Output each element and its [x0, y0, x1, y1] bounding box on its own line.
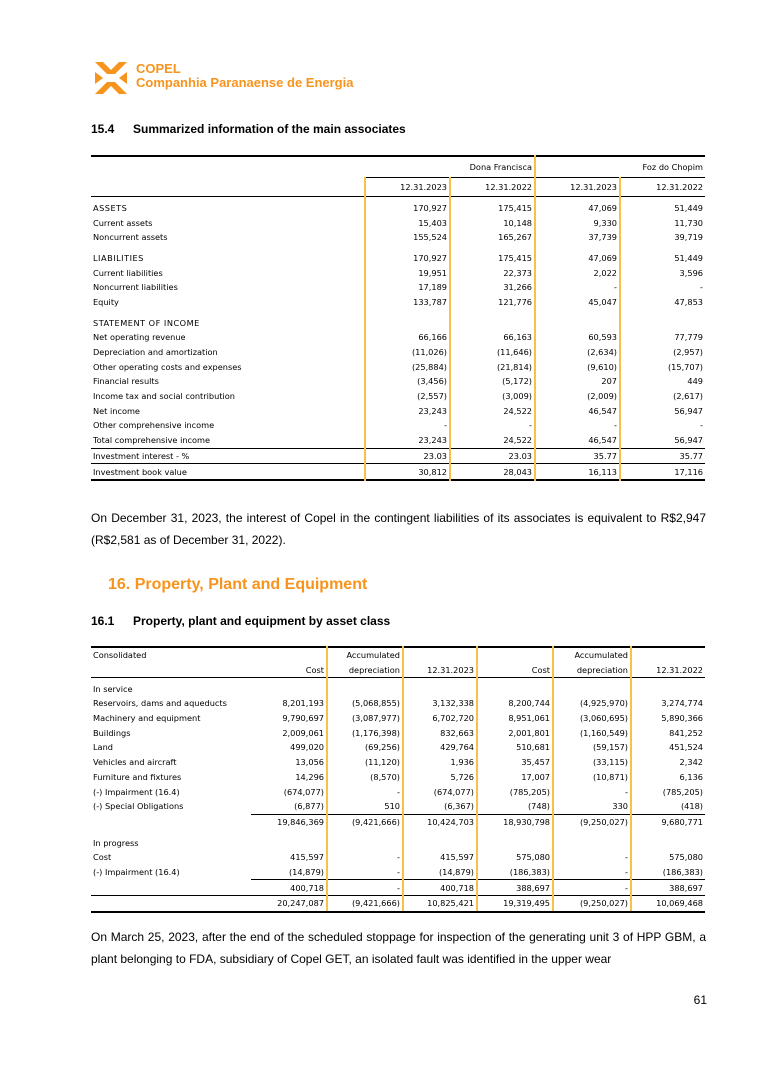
table-row — [91, 345, 705, 360]
cell-value: 77,779 — [674, 332, 703, 343]
row-label: Cost — [93, 852, 112, 863]
col-header-top: Accumulated — [327, 647, 403, 663]
cell-value: 66,163 — [450, 330, 535, 345]
cell-value: 575,080 — [631, 850, 705, 865]
table-row — [91, 280, 705, 295]
cell-value: 56,947 — [674, 405, 703, 416]
cell-value: 19,951 — [365, 265, 450, 280]
cell-value: 35.77 — [620, 448, 705, 464]
cell-value: (3,009) — [450, 389, 535, 404]
table-row — [91, 251, 705, 266]
table-row — [91, 196, 705, 215]
cell-value: - — [327, 880, 403, 896]
cell-value: 37,739 — [535, 230, 620, 245]
cell-value: 14,296 — [295, 771, 324, 782]
cell-value — [553, 678, 631, 696]
cell-value: 9,330 — [535, 215, 620, 230]
table-row — [91, 865, 705, 880]
cell-value: 13,056 — [295, 757, 324, 768]
cell-value: 9,790,697 — [282, 713, 324, 724]
cell-value: 6,702,720 — [403, 711, 477, 726]
cell-value: (10,871) — [553, 770, 631, 785]
cell-value: 170,927 — [365, 196, 450, 215]
cell-value: 10,069,468 — [631, 896, 705, 912]
cell-value: - — [700, 282, 703, 293]
row-label: Net operating revenue — [93, 332, 186, 343]
table-row — [91, 678, 705, 696]
cell-value: 28,043 — [450, 464, 535, 480]
cell-value: - — [365, 418, 450, 433]
row-label: Financial results — [93, 376, 159, 387]
cell-value: 17,007 — [477, 770, 553, 785]
cell-value: 575,080 — [477, 850, 553, 865]
cell-value — [365, 315, 450, 330]
cell-value: 19,319,495 — [477, 896, 553, 912]
table-row — [91, 359, 705, 374]
cell-value: 449 — [687, 376, 703, 387]
cell-value: 24,522 — [450, 433, 535, 448]
cell-value: 35,457 — [477, 755, 553, 770]
hpp-gbm-note: On March 25, 2023, after the end of the scheduled stoppage for inspection of the generating unit 3 of HPP GBM, a plant belonging to FDA, subsidiary of Copel GET, an isolated fault was identified in the upper wear — [91, 930, 706, 966]
cell-value — [403, 678, 477, 696]
cell-value: 10,825,421 — [403, 896, 477, 912]
cell-value: (418) — [631, 799, 705, 814]
row-label: Net income — [93, 405, 140, 416]
cell-value: 23.03 — [450, 448, 535, 464]
cell-value: 47,069 — [535, 196, 620, 215]
cell-value: 175,415 — [450, 196, 535, 215]
cell-value: 1,936 — [403, 755, 477, 770]
table-row — [91, 696, 705, 711]
cell-value: 2,009,061 — [282, 727, 324, 738]
row-label — [91, 814, 251, 829]
cell-value: 10,424,703 — [403, 814, 477, 829]
cell-value — [631, 835, 705, 850]
table-row — [91, 464, 705, 480]
cell-value — [553, 835, 631, 850]
cell-value: - — [535, 280, 620, 295]
table-row — [91, 850, 705, 865]
cell-value: 832,663 — [403, 725, 477, 740]
cell-value: (5,068,855) — [327, 696, 403, 711]
row-label: Noncurrent liabilities — [93, 282, 178, 293]
logo-line1: COPEL — [136, 61, 181, 76]
col-header: 12.31.2022 — [450, 178, 535, 197]
cell-value: (3,060,695) — [553, 711, 631, 726]
ppe-table — [91, 646, 705, 913]
cell-value: 841,252 — [631, 725, 705, 740]
cell-value: 9,680,771 — [631, 814, 705, 829]
cell-value — [477, 835, 553, 850]
cell-value: 56,947 — [674, 435, 703, 446]
row-label: Other comprehensive income — [93, 420, 215, 431]
cell-value: 388,697 — [477, 880, 553, 896]
row-label: Vehicles and aircraft — [93, 757, 177, 768]
cell-value: 51,449 — [674, 252, 703, 263]
cell-value: 415,597 — [290, 852, 324, 863]
cell-value: - — [535, 418, 620, 433]
cell-value: 51,449 — [674, 202, 703, 213]
cell-value: (3,087,977) — [327, 711, 403, 726]
table-row — [91, 265, 705, 280]
cell-value: 35.77 — [535, 448, 620, 464]
cell-value: 66,166 — [365, 330, 450, 345]
cell-value: (21,814) — [450, 359, 535, 374]
cell-value: 18,930,798 — [477, 814, 553, 829]
cell-value: (2,557) — [365, 389, 450, 404]
cell-value: (14,879) — [403, 865, 477, 880]
cell-value: (15,707) — [667, 361, 703, 372]
table-row — [91, 418, 705, 433]
cell-value: 22,373 — [450, 265, 535, 280]
cell-value: (14,879) — [251, 865, 327, 880]
cell-value: 23,243 — [365, 433, 450, 448]
cell-value: 400,718 — [290, 882, 324, 893]
cell-value: - — [553, 784, 631, 799]
cell-value: (6,367) — [403, 799, 477, 814]
cell-value: - — [553, 850, 631, 865]
col-header: 12.31.2023 — [403, 663, 477, 678]
cell-value: 8,951,061 — [477, 711, 553, 726]
cell-value: 46,547 — [535, 403, 620, 418]
col-header: 12.31.2022 — [620, 178, 705, 197]
row-label: Income tax and social contribution — [93, 391, 235, 402]
row-label: Buildings — [93, 727, 131, 738]
cell-value: (748) — [477, 799, 553, 814]
col-header-top: Accumulated — [553, 647, 631, 663]
table-row — [91, 403, 705, 418]
cell-value: 17,116 — [620, 464, 705, 480]
row-label: Investment interest - % — [91, 448, 365, 464]
section-number: 15.4 — [91, 122, 115, 136]
cell-value: 11,730 — [674, 217, 703, 228]
cell-value: (4,925,970) — [553, 696, 631, 711]
cell-value: 30,812 — [365, 464, 450, 480]
cell-value: 47,853 — [674, 296, 703, 307]
cell-value: 3,132,338 — [403, 696, 477, 711]
cell-value: 17,189 — [365, 280, 450, 295]
logo-line2: Companhia Paranaense de Energia — [136, 75, 354, 90]
cell-value: 19,846,369 — [277, 816, 324, 827]
row-label: Equity — [93, 296, 119, 307]
row-label: Other operating costs and expenses — [93, 361, 242, 372]
cell-value — [535, 315, 620, 330]
cell-value: (785,205) — [631, 784, 705, 799]
table-row — [91, 896, 705, 912]
cell-value: (33,115) — [553, 755, 631, 770]
col-header: depreciation — [327, 663, 403, 678]
cell-value: 8,201,193 — [282, 698, 324, 709]
cell-value: 155,524 — [365, 230, 450, 245]
cell-value: 170,927 — [365, 251, 450, 266]
cell-value: 3,596 — [679, 267, 703, 278]
row-label: Current assets — [93, 217, 153, 228]
col-header: depreciation — [553, 663, 631, 678]
cell-value — [251, 835, 327, 850]
cell-value: (2,634) — [535, 345, 620, 360]
table-row — [91, 799, 705, 814]
cell-value: - — [327, 850, 403, 865]
cell-value: 2,001,801 — [477, 725, 553, 740]
cell-value: 3,274,774 — [631, 696, 705, 711]
table-row — [91, 374, 705, 389]
row-label: In service — [93, 683, 133, 694]
group-header-foz-do-chopim: Foz do Chopim — [535, 156, 705, 178]
cell-value: 510 — [327, 799, 403, 814]
cell-value: 207 — [535, 374, 620, 389]
cell-value: (25,884) — [365, 359, 450, 374]
table-row — [91, 784, 705, 799]
cell-value — [620, 315, 705, 330]
table-row — [91, 725, 705, 740]
cell-value: (9,610) — [535, 359, 620, 374]
row-label — [91, 880, 251, 896]
cell-value: 10,148 — [450, 215, 535, 230]
table-row — [91, 230, 705, 245]
table-row — [91, 295, 705, 310]
cell-value: 175,415 — [450, 251, 535, 266]
section-number: 16.1 — [91, 614, 115, 628]
cell-value: (785,205) — [477, 784, 553, 799]
cell-value: 23.03 — [365, 448, 450, 464]
row-label: Reservoirs, dams and aqueducts — [93, 698, 227, 709]
cell-value — [631, 678, 705, 696]
table-row — [91, 835, 705, 850]
cell-value — [450, 315, 535, 330]
row-label: Investment book value — [91, 464, 365, 480]
table-row — [91, 814, 705, 829]
row-label: (-) Impairment (16.4) — [93, 786, 180, 797]
section-heading-15-4 — [91, 122, 406, 136]
cell-value: (9,250,027) — [553, 896, 631, 912]
cell-value: 165,267 — [450, 230, 535, 245]
col-header: Cost — [251, 663, 327, 678]
cell-value — [477, 678, 553, 696]
section-title: Summarized information of the main associates — [133, 122, 406, 136]
cell-value: - — [553, 880, 631, 896]
col-header: 12.31.2023 — [535, 178, 620, 197]
section-title: Property, plant and equipment by asset class — [133, 614, 391, 628]
table-row — [91, 448, 705, 464]
cell-value: 45,047 — [535, 295, 620, 310]
row-label: Furniture and fixtures — [93, 771, 182, 782]
row-label: (-) Special Obligations — [93, 801, 184, 812]
row-label: LIABILITIES — [93, 252, 144, 263]
cell-value: (9,421,666) — [327, 814, 403, 829]
cell-value: (6,877) — [251, 799, 327, 814]
row-label: Total comprehensive income — [93, 435, 211, 446]
cell-value: 46,547 — [535, 433, 620, 448]
cell-value: 23,243 — [365, 403, 450, 418]
table-row — [91, 330, 705, 345]
section-16-title: 16. Property, Plant and Equipment — [108, 576, 368, 593]
cell-value: (11,646) — [450, 345, 535, 360]
row-label — [91, 896, 251, 912]
cell-value: (186,383) — [477, 865, 553, 880]
cell-value: (11,120) — [327, 755, 403, 770]
cell-value: - — [327, 784, 403, 799]
cell-value: 400,718 — [403, 880, 477, 896]
cell-value — [327, 835, 403, 850]
cell-value: (11,026) — [365, 345, 450, 360]
table-row — [91, 880, 705, 896]
cell-value: (5,172) — [450, 374, 535, 389]
cell-value: (2,617) — [673, 391, 703, 402]
cell-value: 2,022 — [535, 265, 620, 280]
cell-value: 510,681 — [477, 740, 553, 755]
cell-value: 5,726 — [403, 770, 477, 785]
contingent-liabilities-note: On December 31, 2023, the interest of Copel in the contingent liabilities of its associates is equivalent to R$2,947 (R$2,581 as of December 31, 2022). — [91, 511, 706, 547]
table-corner-label: Consolidated — [93, 650, 147, 661]
section-heading-16-1 — [91, 614, 390, 628]
cell-value: 6,136 — [631, 770, 705, 785]
cell-value: 133,787 — [365, 295, 450, 310]
company-logo-text — [136, 62, 353, 90]
cell-value: (674,077) — [283, 786, 324, 797]
page-number: 61 — [693, 993, 707, 1007]
table-row — [91, 740, 705, 755]
table-row — [91, 315, 705, 330]
row-label: STATEMENT OF INCOME — [93, 317, 200, 328]
cell-value: (69,256) — [327, 740, 403, 755]
cell-value: 31,266 — [450, 280, 535, 295]
row-label: Depreciation and amortization — [93, 347, 218, 358]
row-label: Land — [93, 742, 113, 753]
row-label: Noncurrent assets — [93, 232, 168, 243]
table-row — [91, 433, 705, 448]
cell-value: 15,403 — [365, 215, 450, 230]
cell-value: (2,009) — [535, 389, 620, 404]
cell-value: (1,176,398) — [327, 725, 403, 740]
cell-value: - — [327, 865, 403, 880]
cell-value: (59,157) — [553, 740, 631, 755]
associates-table — [91, 155, 705, 481]
row-label: Machinery and equipment — [93, 713, 201, 724]
cell-value: (1,160,549) — [553, 725, 631, 740]
cell-value: 2,342 — [631, 755, 705, 770]
cell-value: (9,421,666) — [327, 896, 403, 912]
cell-value: 60,593 — [535, 330, 620, 345]
table-row — [91, 770, 705, 785]
cell-value: (186,383) — [631, 865, 705, 880]
cell-value: (3,456) — [365, 374, 450, 389]
cell-value: (8,570) — [327, 770, 403, 785]
row-label: Current liabilities — [93, 267, 163, 278]
cell-value: - — [553, 865, 631, 880]
cell-value: 47,069 — [535, 251, 620, 266]
table-row — [91, 755, 705, 770]
group-header-dona-francisca: Dona Francisca — [365, 156, 535, 178]
cell-value: (9,250,027) — [553, 814, 631, 829]
cell-value: 8,200,744 — [477, 696, 553, 711]
row-label: In progress — [93, 837, 139, 848]
cell-value: 20,247,087 — [251, 896, 327, 912]
table-row — [91, 389, 705, 404]
cell-value: 39,719 — [674, 232, 703, 243]
cell-value: 16,113 — [535, 464, 620, 480]
cell-value: 121,776 — [450, 295, 535, 310]
cell-value — [327, 678, 403, 696]
cell-value: 415,597 — [403, 850, 477, 865]
cell-value: (2,957) — [673, 347, 703, 358]
cell-value: 499,020 — [290, 742, 324, 753]
cell-value: 5,890,366 — [631, 711, 705, 726]
col-header: 12.31.2022 — [631, 663, 705, 678]
table-row — [91, 215, 705, 230]
cell-value: 451,524 — [631, 740, 705, 755]
cell-value: 388,697 — [631, 880, 705, 896]
row-label: ASSETS — [93, 202, 128, 213]
cell-value: (674,077) — [403, 784, 477, 799]
cell-value: 330 — [553, 799, 631, 814]
cell-value — [403, 835, 477, 850]
col-header: Cost — [477, 663, 553, 678]
copel-logo-icon — [93, 60, 129, 96]
table-row — [91, 711, 705, 726]
row-label: (-) Impairment (16.4) — [93, 867, 180, 878]
cell-value: 429,764 — [403, 740, 477, 755]
col-header: 12.31.2023 — [365, 178, 450, 197]
cell-value: 24,522 — [450, 403, 535, 418]
cell-value — [251, 678, 327, 696]
cell-value: - — [700, 420, 703, 431]
cell-value: - — [450, 418, 535, 433]
